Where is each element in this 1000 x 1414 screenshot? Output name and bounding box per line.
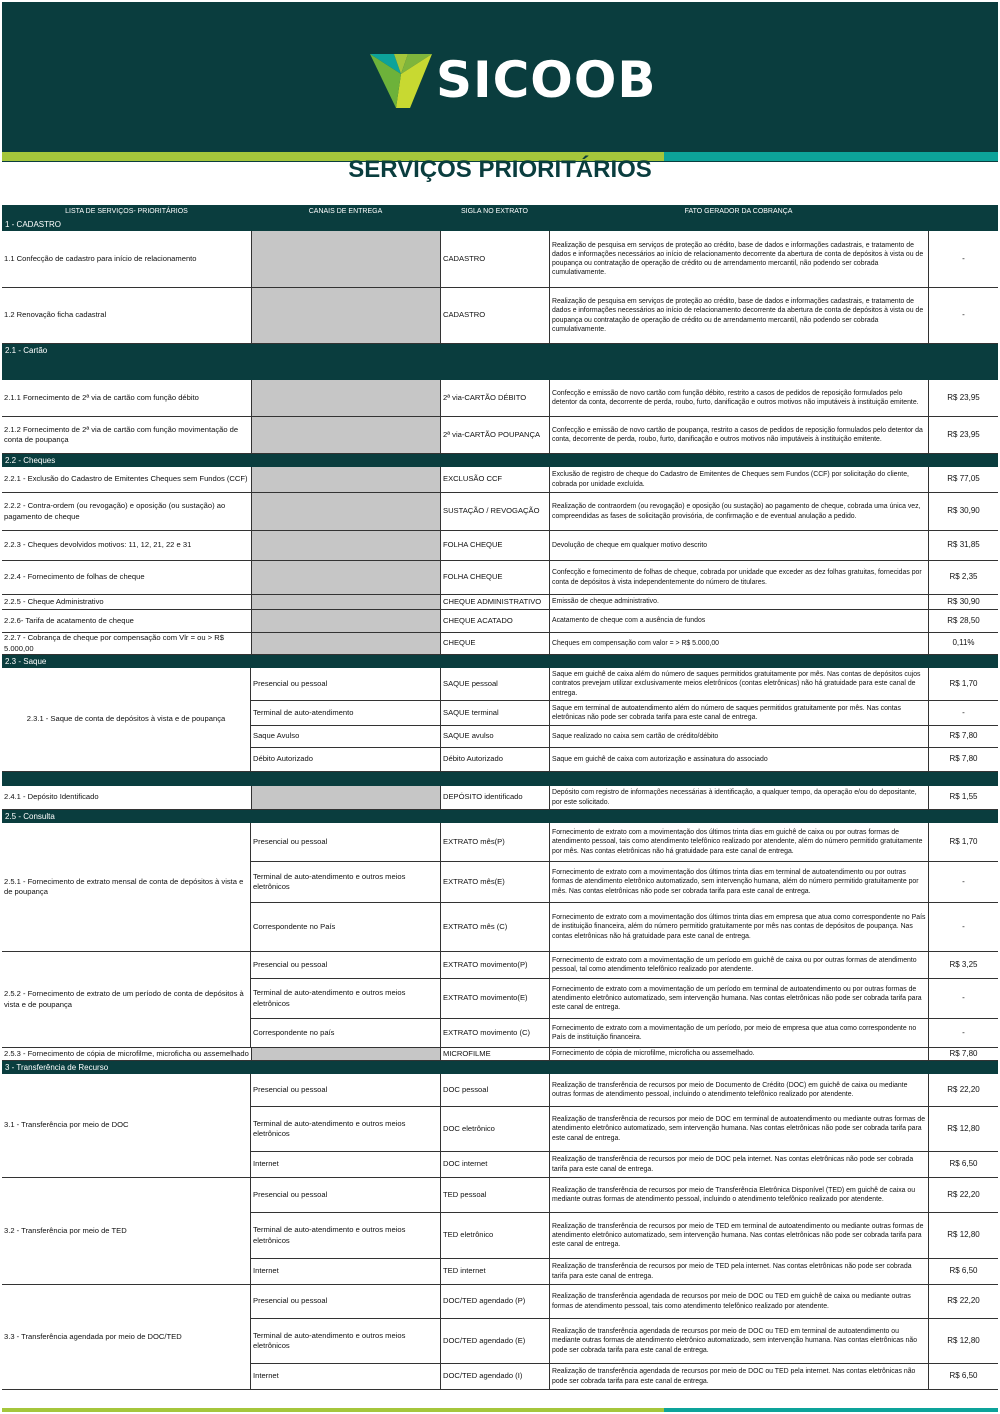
service-name: 2.5.1 - Fornecimento de extrato mensal de conta de depósitos à vista e de poupança (4, 876, 244, 896)
section-header: 3 - Transferência de Recurso (2, 1061, 998, 1074)
column-header-service: LISTA DE SERVIÇOS- PRIORITÁRIOS (65, 208, 188, 215)
charge-fact: Fornecimento de extrato com a movimentação de um período, por meio de empresa que atua como correspondente no País de instituição financeira. (549, 1019, 928, 1047)
fee-value: R$ 30,90 (928, 493, 998, 530)
statement-code: DOC eletrônico (440, 1107, 549, 1151)
charge-fact: Fornecimento de extrato com a movimentação dos últimos trinta dias em guichê de caixa ou por outras formas de atendimento pessoal, tais como atendimento telefônico realizado por atendente, além do número permitido gratuitamente por mês. Nas contas eletrônicas não há gratuidade para este canal de entrega. (549, 823, 928, 861)
charge-fact: Realização de contraordem (ou revogação) e oposição (ou sustação) ao pagamento de cheque, cobrada uma única vez, compreendidas as fases de solicitação provisória, de confirmação e de eventual anulação a pedido. (549, 493, 928, 530)
fee-value: R$ 7,80 (928, 1048, 998, 1060)
table-row (2, 786, 998, 810)
delivery-channel (251, 417, 440, 453)
charge-fact: Acatamento de cheque com a ausência de fundos (549, 610, 928, 632)
fee-value: R$ 7,80 (928, 726, 998, 747)
fee-value: R$ 22,20 (928, 1074, 998, 1106)
charge-fact: Realização de transferência de recursos por meio de DOC pela internet. Nas contas eletrônicas não pode ser cobrada tarifa para este canal de entrega. (549, 1152, 928, 1177)
statement-code: FOLHA CHEQUE (440, 561, 549, 594)
delivery-channel (251, 595, 440, 609)
channel-rows (250, 668, 998, 771)
charge-fact: Depósito com registro de informações necessárias à identificação, a qualquer tempo, da operação e/ou do depositante, por este solicitado. (549, 786, 928, 809)
statement-code: MICROFILME (440, 1048, 549, 1060)
charge-fact: Saque em terminal de autoatendimento além do número de saques permitidos gratuitamente por mês. Nas contas eletrônicas não pode ser cobrada tarifa para este canal de entrega. (549, 701, 928, 725)
sicoob-logo-icon (370, 52, 432, 108)
channel-rows (250, 952, 998, 1047)
table-row-group (2, 1178, 998, 1285)
service-name: 3.2 - Transferência por meio de TED (4, 1225, 127, 1235)
delivery-channel (251, 467, 440, 492)
service-name: 1.2 Renovação ficha cadastral (4, 310, 107, 320)
fee-value: R$ 7,80 (928, 748, 998, 771)
table-row-group (2, 823, 998, 952)
statement-code: EXTRATO movimento(P) (440, 952, 549, 978)
fee-value: R$ 31,85 (928, 531, 998, 560)
table-row (251, 862, 998, 903)
delivery-channel (251, 786, 440, 809)
fee-value: - (928, 701, 998, 725)
fee-value: R$ 28,50 (928, 610, 998, 632)
table-row (2, 467, 998, 493)
statement-code: TED internet (440, 1259, 549, 1284)
table-row (251, 1107, 998, 1152)
charge-fact: Fornecimento de extrato com a movimentação dos últimos trinta dias em terminal de autoatendimento ou por outras formas de atendimento eletrônico automatizado, sem intervenção humana, além do número permitido gratuitamente por mês. Nas contas eletrônicas não pode ser cobrada tarifa para este canal de entrega. (549, 862, 928, 902)
delivery-channel (251, 493, 440, 530)
statement-code: DEPÓSITO identificado (440, 786, 549, 809)
table-row (2, 1048, 998, 1061)
section-header: 2.2 - Cheques (2, 454, 998, 467)
table-row (2, 493, 998, 531)
statement-code: DOC internet (440, 1152, 549, 1177)
footer-stripe (2, 1408, 998, 1412)
service-name: 2.5.2 - Fornecimento de extrato de um período de conta de depósitos à vista e de poupança (4, 989, 244, 1009)
charge-fact: Realização de pesquisa em serviços de proteção ao crédito, base de dados e informações cadastrais, e tratamento de dados e informações necessários ao início de relacionamento decorrente da abertura de conta de depósitos à vista ou de poupança ou contratação de operação de crédito ou de arrendamento mercantil, não podendo ser cobrada cumulativamente. (549, 288, 928, 343)
page-header (2, 2, 998, 162)
statement-code: EXTRATO movimento (C) (440, 1019, 549, 1047)
column-header-value (928, 205, 998, 218)
delivery-channel (251, 610, 440, 632)
delivery-channel: Terminal de auto-atendimento e outros meios eletrônicos (253, 1225, 406, 1245)
fee-value: R$ 6,50 (928, 1259, 998, 1284)
table-row (251, 1152, 998, 1177)
table-row (251, 1364, 998, 1389)
fee-value: - (928, 979, 998, 1018)
fee-value: R$ 22,20 (928, 1178, 998, 1212)
delivery-channel: Presencial ou pessoal (253, 1084, 328, 1094)
statement-code: DOC/TED agendado (I) (440, 1364, 549, 1389)
fee-value: R$ 12,80 (928, 1107, 998, 1151)
table-row-group (2, 668, 998, 772)
delivery-channel (251, 531, 440, 560)
fee-value: - (928, 903, 998, 951)
service-name: 2.4.1 - Depósito Identificado (4, 792, 99, 802)
table-row (251, 1213, 998, 1259)
delivery-channel: Internet (253, 1266, 279, 1276)
fee-value: R$ 2,35 (928, 561, 998, 594)
charge-fact: Realização de transferência de recursos por meio de TED em terminal de autoatendimento ou mediante outras formas de atendimento eletrônico automatizado, sem intervenção humana. Nas contas eletrônicas não pode ser cobrada tarifa para este canal de entrega. (549, 1213, 928, 1258)
delivery-channel: Terminal de auto-atendimento e outros meios eletrônicos (253, 988, 406, 1008)
statement-code: CHEQUE ADMINISTRATIVO (440, 595, 549, 609)
statement-code: SAQUE terminal (440, 701, 549, 725)
delivery-channel: Presencial ou pessoal (253, 678, 328, 688)
charge-fact: Saque realizado no caixa sem cartão de crédito/débito (549, 726, 928, 747)
service-name: 2.2.2 - Contra-ordem (ou revogação) e oposição (ou sustação) ao pagamento de cheque (4, 501, 226, 521)
fee-value: - (928, 288, 998, 343)
table-row (251, 726, 998, 748)
delivery-channel: Correspondente no País (253, 921, 336, 931)
table-row (2, 595, 998, 610)
fee-value: R$ 12,80 (928, 1319, 998, 1363)
delivery-channel (251, 561, 440, 594)
charge-fact: Confecção e emissão de novo cartão de poupança, restrito a casos de pedidos de reposição formulados pelo detentor da conta, decorrente de perda, roubo, furto, danificação e outros motivos não imputáveis à instituição emitente. (549, 417, 928, 453)
delivery-channel: Presencial ou pessoal (253, 836, 328, 846)
fee-value: R$ 77,05 (928, 467, 998, 492)
service-name: 2.2.3 - Cheques devolvidos motivos: 11, 12, 21, 22 e 31 (4, 540, 192, 550)
fee-value: R$ 3,25 (928, 952, 998, 978)
service-name: 2.5.3 - Fornecimento de cópia de microfilme, microficha ou assemelhado (4, 1048, 249, 1058)
delivery-channel: Presencial ou pessoal (253, 1189, 328, 1199)
delivery-channel: Débito Autorizado (253, 754, 313, 764)
section-spacer (2, 772, 998, 786)
table-row (251, 1259, 998, 1284)
table-row (2, 417, 998, 454)
table-row (251, 823, 998, 862)
fee-value: R$ 12,80 (928, 1213, 998, 1258)
statement-code: CHEQUE (440, 633, 549, 654)
fee-value: 0,11% (928, 633, 998, 654)
table-row (2, 633, 998, 655)
statement-code: EXCLUSÃO CCF (440, 467, 549, 492)
charge-fact: Cheques em compensação com valor = > R$ 5.000,00 (549, 633, 928, 654)
charge-fact: Exclusão de registro de cheque do Cadastro de Emitentes de Cheques sem Fundos (CCF) por solicitação do cliente, cobrada por unidade excluída. (549, 467, 928, 492)
statement-code: CHEQUE ACATADO (440, 610, 549, 632)
delivery-channel (251, 633, 440, 654)
table-row (2, 380, 998, 417)
channel-rows (250, 823, 998, 951)
table-row (251, 1019, 998, 1047)
charge-fact: Realização de transferência agendada de recursos por meio de DOC ou TED em terminal de autoatendimento ou mediante outras formas de atendimento eletrônico automatizado, sem intervenção humana. Nas contas eletrônicas não pode ser cobrada tarifa para este canal de entrega. (549, 1319, 928, 1363)
charge-fact: Saque em guichê de caixa além do número de saques permitidos gratuitamente por mês. Nas contas de depósitos cujos contratos prevejam utilizar exclusivamente meios eletrônicos (contas eletrônicas) não há gratuidade para este canal de entrega. (549, 668, 928, 700)
charge-fact: Realização de transferência de recursos por meio de DOC em terminal de autoatendimento ou mediante outras formas de atendimento eletrônico automatizado, sem intervenção humana. Nas contas eletrônicas não pode ser cobrada tarifa para este canal de entrega. (549, 1107, 928, 1151)
charge-fact: Fornecimento de extrato com a movimentação de um período em terminal de autoatendimento ou por outras formas de atendimento eletrônico automatizado, sem intervenção humana. Nas contas eletrônicas não pode ser cobrada tarifa para este canal de entrega. (549, 979, 928, 1018)
fee-value: - (928, 231, 998, 287)
charge-fact: Confecção e fornecimento de folhas de cheque, cobrada por unidade que exceder as dez folhas gratuitas, fornecidas por conta de depósitos à vista independentemente do número de titulares. (549, 561, 928, 594)
service-name: 1.1 Confecção de cadastro para início de relacionamento (4, 253, 197, 263)
table-row-group (2, 1074, 998, 1178)
delivery-channel (251, 380, 440, 416)
section-header: 2.1 - Cartão (2, 344, 998, 380)
table-row (251, 1074, 998, 1107)
statement-code: EXTRATO mês (C) (440, 903, 549, 951)
charge-fact: Devolução de cheque em qualquer motivo descrito (549, 531, 928, 560)
channel-rows (250, 1074, 998, 1177)
column-header-channel: CANAIS DE ENTREGA (308, 208, 383, 215)
delivery-channel: Correspondente no país (253, 1027, 335, 1037)
table-row (251, 1178, 998, 1213)
sicoob-logo (370, 52, 656, 108)
statement-code: TED eletrônico (440, 1213, 549, 1258)
service-name: 2.2.1 - Exclusão do Cadastro de Emitentes Cheques sem Fundos (CCF) (4, 474, 248, 484)
section-header: 1 - CADASTRO (2, 218, 998, 231)
statement-code: 2ª via-CARTÃO DÉBITO (440, 380, 549, 416)
table-row (2, 288, 998, 344)
delivery-channel (251, 288, 440, 343)
statement-code: SAQUE avulso (440, 726, 549, 747)
table-row (2, 561, 998, 595)
table-row (251, 701, 998, 726)
fee-value: R$ 23,95 (928, 380, 998, 416)
services-table (2, 205, 998, 1390)
charge-fact: Confecção e emissão de novo cartão com função débito, restrito a casos de pedidos de reposição formulados pelo detentor da conta, decorrente de perda, roubo, furto, danificação e outros motivos não imputáveis à instituição emitente. (549, 380, 928, 416)
delivery-channel: Internet (253, 1159, 279, 1169)
charge-fact: Realização de transferência de recursos por meio de Documento de Crédito (DOC) em guichê de caixa ou mediante outras formas de atendimento pessoal, incluindo o atendimento telefônico realizado por atendente. (549, 1074, 928, 1106)
delivery-channel: Terminal de auto-atendimento e outros meios eletrônicos (253, 1330, 406, 1350)
delivery-channel: Terminal de auto-atendimento e outros meios eletrônicos (253, 1118, 406, 1138)
charge-fact: Realização de transferência de recursos por meio de TED pela internet. Nas contas eletrônicas não pode ser cobrada tarifa para este canal de entrega. (549, 1259, 928, 1284)
column-header-code: SIGLA NO EXTRATO (460, 208, 529, 215)
charge-fact: Realização de pesquisa em serviços de proteção ao crédito, base de dados e informações cadastrais, e tratamento de dados e informações necessários ao início de relacionamento decorrente da abertura de conta de depósitos à vista ou de poupança ou contratação de operação de crédito ou de arrendamento mercantil, não podendo ser cobrada cumulativamente. (549, 231, 928, 287)
statement-code: Débito Autorizado (440, 748, 549, 771)
table-row (251, 1319, 998, 1364)
section-header: 2.5 - Consulta (2, 810, 998, 823)
fee-value: R$ 6,50 (928, 1364, 998, 1389)
service-name: 3.1 - Transferência por meio de DOC (4, 1120, 129, 1130)
fee-value: - (928, 1019, 998, 1047)
statement-code: EXTRATO mês(E) (440, 862, 549, 902)
statement-code: SAQUE pessoal (440, 668, 549, 700)
table-row-group (2, 952, 998, 1048)
service-name: 2.2.4 - Fornecimento de folhas de cheque (4, 572, 145, 582)
delivery-channel: Terminal de auto-atendimento e outros meios eletrônicos (253, 871, 406, 891)
statement-code: EXTRATO mês(P) (440, 823, 549, 861)
table-row-group (2, 1285, 998, 1390)
statement-code: EXTRATO movimento(E) (440, 979, 549, 1018)
delivery-channel: Presencial ou pessoal (253, 1296, 328, 1306)
page-title: SERVIÇOS PRIORITÁRIOS (348, 156, 652, 183)
fee-value: R$ 6,50 (928, 1152, 998, 1177)
service-name: 2.1.2 Fornecimento de 2ª via de cartão com função movimentação de conta de poupança (4, 424, 239, 444)
channel-rows (250, 1285, 998, 1389)
delivery-channel: Saque Avulso (253, 731, 300, 741)
table-row (251, 952, 998, 979)
delivery-channel: Presencial ou pessoal (253, 959, 328, 969)
delivery-channel: Internet (253, 1371, 279, 1381)
service-name: 3.3 - Transferência agendada por meio de DOC/TED (4, 1331, 182, 1341)
charge-fact: Fornecimento de extrato com a movimentação de um período em guichê de caixa ou por outras formas de atendimento pessoal, tal como atendimento telefônico realizado por atendente. (549, 952, 928, 978)
statement-code: SUSTAÇÃO / REVOGAÇÃO (440, 493, 549, 530)
service-name: 2.1.1 Fornecimento de 2ª via de cartão com função débito (4, 392, 199, 402)
charge-fact: Fornecimento de extrato com a movimentação dos últimos trinta dias em empresa que atua como correspondente no País de instituição financeira, além do número permitido gratuitamente por mês nas contas de depósitos de poupança. Nas contas eletrônicas não há gratuidade para este canal de entrega. (549, 903, 928, 951)
fee-value: R$ 1,55 (928, 786, 998, 809)
table-row (251, 1285, 998, 1319)
table-row (251, 903, 998, 951)
table-row (251, 668, 998, 701)
statement-code: 2ª via-CARTÃO POUPANÇA (440, 417, 549, 453)
column-header-row (2, 205, 998, 218)
brand-name: SICOOB (436, 51, 657, 109)
statement-code: DOC/TED agendado (E) (440, 1319, 549, 1363)
channel-rows (250, 1178, 998, 1284)
delivery-channel (251, 231, 440, 287)
charge-fact: Realização de transferência agendada de recursos por meio de DOC ou TED pela internet. Nas contas eletrônicas não pode ser cobrada tarifa para este canal de entrega. (549, 1364, 928, 1389)
charge-fact: Realização de transferência de recursos por meio de Transferência Eletrônica Disponível (TED) em guichê de caixa ou mediante outras formas de atendimento pessoal, incluindo o atendimento telefônico realizado por atendente. (549, 1178, 928, 1212)
table-row (2, 531, 998, 561)
fee-value: R$ 22,20 (928, 1285, 998, 1318)
fee-value: R$ 1,70 (928, 668, 998, 700)
statement-code: DOC pessoal (440, 1074, 549, 1106)
service-name: 2.3.1 - Saque de conta de depósitos à vista e de poupança (26, 714, 226, 724)
statement-code: CADASTRO (440, 288, 549, 343)
table-row (251, 748, 998, 771)
delivery-channel (251, 1048, 440, 1060)
service-name: 2.2.7 - Cobrança de cheque por compensação com Vlr = ou > R$ 5.000,00 (4, 633, 224, 653)
statement-code: CADASTRO (440, 231, 549, 287)
charge-fact: Fornecimento de cópia de microfilme, microficha ou assemelhado. (549, 1048, 928, 1060)
statement-code: TED pessoal (440, 1178, 549, 1212)
charge-fact: Emissão de cheque administrativo. (549, 595, 928, 609)
charge-fact: Realização de transferência agendada de recursos por meio de DOC ou TED em guichê de caixa ou mediante outras formas de atendimento pessoal, tais como atendimento telefônico realizado por atendente. (549, 1285, 928, 1318)
fee-value: R$ 1,70 (928, 823, 998, 861)
table-row (2, 231, 998, 288)
section-header: 2.3 - Saque (2, 655, 998, 668)
statement-code: FOLHA CHEQUE (440, 531, 549, 560)
table-row (251, 979, 998, 1019)
fee-value: - (928, 862, 998, 902)
service-name: 2.2.5 - Cheque Administrativo (4, 596, 104, 606)
fee-value: R$ 23,95 (928, 417, 998, 453)
charge-fact: Saque em guichê de caixa com autorização e assinatura do associado (549, 748, 928, 771)
fee-value: R$ 30,90 (928, 595, 998, 609)
column-header-fact: FATO GERADOR DA COBRANÇA (684, 208, 793, 215)
delivery-channel: Terminal de auto-atendimento (253, 707, 354, 717)
table-row (2, 610, 998, 633)
statement-code: DOC/TED agendado (P) (440, 1285, 549, 1318)
service-name: 2.2.6- Tarifa de acatamento de cheque (4, 615, 134, 625)
